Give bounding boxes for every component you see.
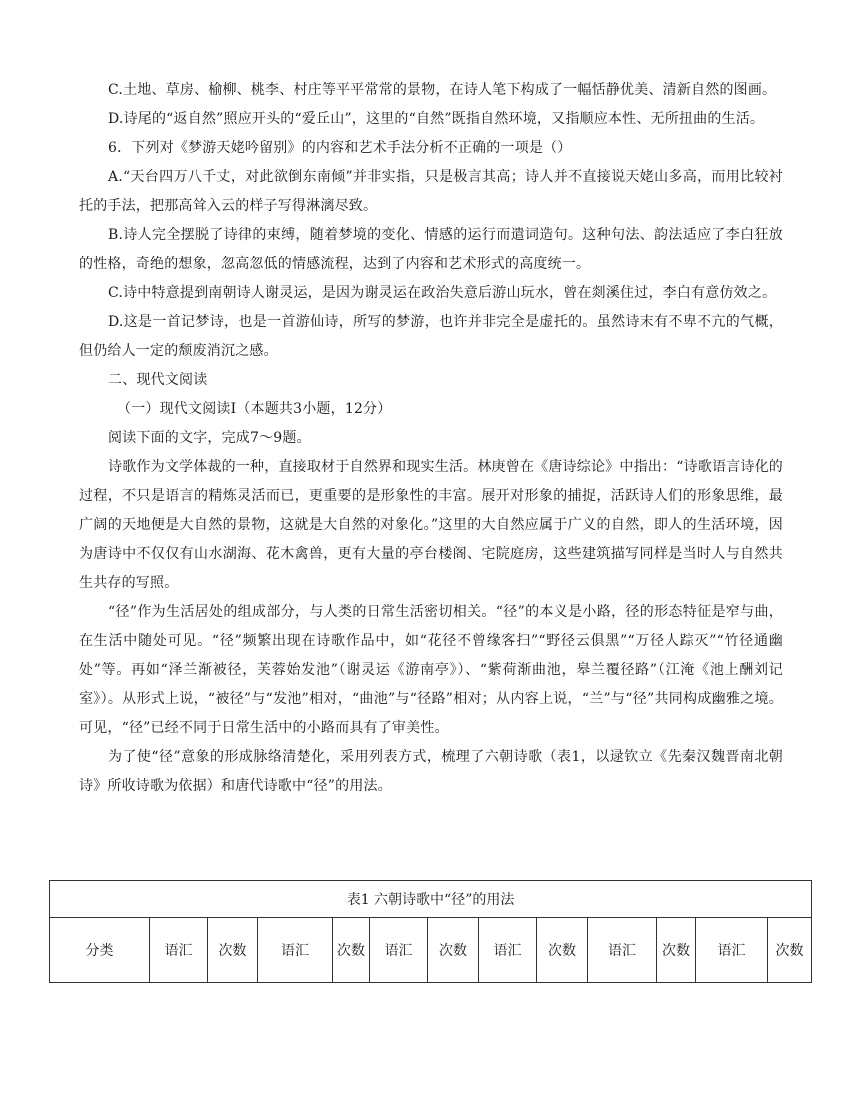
header-count: 次数 <box>537 918 588 983</box>
header-count: 次数 <box>768 918 812 983</box>
reading-instruction: 阅读下面的文字，完成7～9题。 <box>108 430 311 446</box>
subsection-heading: （一）现代文阅读Ⅰ（本题共3小题，12分） <box>117 401 392 417</box>
header-term: 语汇 <box>370 918 428 983</box>
section-heading: 二、现代文阅读 <box>108 372 208 388</box>
header-term: 语汇 <box>696 918 768 983</box>
passage-paragraph-3: 为了使“径”意象的形成脉络清楚化，采用列表方式，梳理了六朝诗歌（表1，以逯钦立《先秦汉魏晋南北朝诗》所收诗歌为依据）和唐代诗歌中“径”的用法。 <box>79 749 783 794</box>
header-count: 次数 <box>208 918 258 983</box>
option-d-q5: D.诗尾的“返自然”照应开头的“爱丘山”，这里的“自然”既指自然环境，又指顺应本性、无所扭曲的生活。 <box>108 111 765 127</box>
passage-paragraph-1: 诗歌作为文学体裁的一种，直接取材于自然界和现实生活。林庚曾在《唐诗综论》中指出：“诗歌语言诗化的过程，不只是语言的精炼灵活而已，更重要的是形象性的丰富。展开对形象的捕捉，活跃诗人们的形象思维，最广阔的天地便是大自然的景物，这就是大自然的对象化。”这里的大自然应属于广义的自然，即人的生活环境，因为唐诗中不仅仅有山水湖海、花木禽兽，更有大量的亭台楼阁、宅院庭房，这些建筑描写同样是当时人与自然共生共存的写照。 <box>79 459 783 591</box>
option-b-q6: B.诗人完全摆脱了诗律的束缚，随着梦境的变化、情感的运行而遣词造句。这种句法、韵法适应了李白狂放的性格，奇绝的想象，忽高忽低的情感流程，达到了内容和艺术形式的高度统一。 <box>79 227 783 272</box>
header-term: 语汇 <box>258 918 333 983</box>
table-caption: 表1 六朝诗歌中“径”的用法 <box>50 881 812 918</box>
header-term: 语汇 <box>479 918 537 983</box>
header-count: 次数 <box>657 918 696 983</box>
usage-table <box>49 880 812 983</box>
table-header-row <box>50 918 812 983</box>
document-body <box>79 76 783 801</box>
usage-table-container <box>49 880 811 983</box>
header-count: 次数 <box>428 918 479 983</box>
question-6: 6．下列对《梦游天姥吟留别》的内容和艺术手法分析不正确的一项是（） <box>108 140 572 156</box>
header-term: 语汇 <box>588 918 657 983</box>
option-c-q5: C.土地、草房、榆柳、桃李、村庄等平平常常的景物，在诗人笔下构成了一幅恬静优美、清新自然的图画。 <box>108 82 777 98</box>
header-term: 语汇 <box>150 918 208 983</box>
header-count: 次数 <box>333 918 370 983</box>
passage-paragraph-2: “径”作为生活居处的组成部分，与人类的日常生活密切相关。“径”的本义是小路，径的形态特征是窄与曲，在生活中随处可见。“径”频繁出现在诗歌作品中，如“花径不曾缘客扫”“野径云俱黑”“万径人踪灭”“竹径通幽处”等。再如“泽兰渐被径，芙蓉始发池”（谢灵运《游南亭》）、“紫荷渐曲池，皋兰覆径路”（江淹《池上酬刘记室》）。从形式上说，“被径”与“发池”相对，“曲池”与“径路”相对；从内容上说，“兰”与“径”共同构成幽雅之境。可见，“径”已经不同于日常生活中的小路而具有了审美性。 <box>79 604 783 736</box>
option-a-q6: A.“天台四万八千丈，对此欲倒东南倾”并非实指，只是极言其高；诗人并不直接说天姥山多高，而用比较衬托的手法，把那高耸入云的样子写得淋漓尽致。 <box>79 169 783 214</box>
option-d-q6: D.这是一首记梦诗，也是一首游仙诗，所写的梦游，也许并非完全是虚托的。虽然诗末有不卑不亢的气概，但仍给人一定的颓废消沉之感。 <box>79 314 783 359</box>
option-c-q6: C.诗中特意提到南朝诗人谢灵运，是因为谢灵运在政治失意后游山玩水，曾在剡溪住过，李白有意仿效之。 <box>108 285 777 301</box>
header-category: 分类 <box>50 918 150 983</box>
